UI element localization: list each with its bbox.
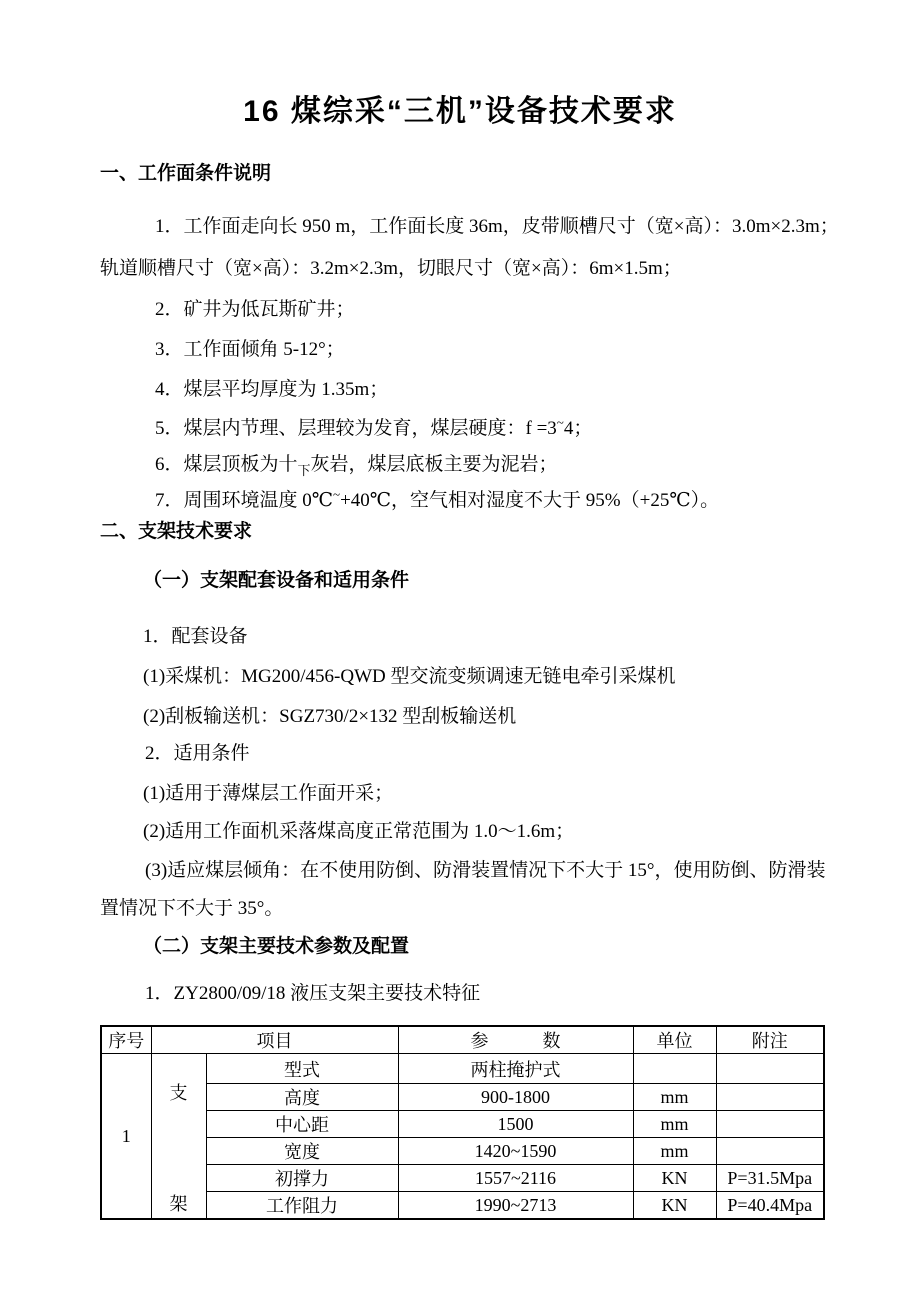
cell-item: 中心距 bbox=[206, 1111, 398, 1138]
cell-value: 900-1800 bbox=[398, 1084, 633, 1111]
table-row bbox=[101, 1138, 824, 1165]
table-caption: 1．ZY2800/09/18 液压支架主要技术特征 bbox=[145, 983, 481, 1004]
cell-unit: mm bbox=[633, 1084, 716, 1111]
cell-note bbox=[716, 1111, 824, 1138]
cell-unit bbox=[633, 1054, 716, 1084]
subsection1-heading: （一）支架配套设备和适用条件 bbox=[143, 570, 410, 591]
table-row bbox=[101, 1192, 824, 1220]
cell-unit: mm bbox=[633, 1138, 716, 1165]
item7-text-end: +40℃，空气相对湿度不大于 95%（+25℃）。 bbox=[340, 490, 720, 511]
cell-item: 型式 bbox=[206, 1054, 398, 1084]
paragraph-item1-line2: 轨道顺槽尺寸（宽×高）：3.2m×2.3m，切眼尺寸（宽×高）：6m×1.5m； bbox=[100, 258, 682, 279]
cond-heading: 2．适用条件 bbox=[145, 743, 250, 764]
item5-text-end: 4； bbox=[563, 418, 593, 439]
cell-item: 高度 bbox=[206, 1084, 398, 1111]
cell-note bbox=[716, 1084, 824, 1111]
cell-unit: mm bbox=[633, 1111, 716, 1138]
equip-item-conveyor: (2)刮板输送机：SGZ730/2×132 型刮板输送机 bbox=[143, 706, 517, 727]
paragraph-item1-line1: 1．工作面走向长 950 m，工作面长度 36m，皮带顺槽尺寸（宽×高）：3.0m×2.3m； bbox=[155, 216, 839, 237]
header-seq: 序号 bbox=[101, 1026, 151, 1054]
paragraph-item7 bbox=[100, 488, 881, 514]
header-note: 附注 bbox=[716, 1026, 824, 1054]
cond-item1: (1)适用于薄煤层工作面开采； bbox=[143, 783, 394, 804]
cell-item: 初撑力 bbox=[206, 1165, 398, 1192]
group-label-cell bbox=[151, 1054, 206, 1220]
paragraph-item5 bbox=[100, 416, 881, 442]
item7-text: 7．周围环境温度 0℃ bbox=[155, 490, 334, 511]
cell-value: 1990~2713 bbox=[398, 1192, 633, 1220]
group-label-top: 支 bbox=[169, 1083, 188, 1103]
paragraph-item4: 4．煤层平均厚度为 1.35m； bbox=[155, 379, 389, 400]
cond-item3-line2: 置情况下不大于 35°。 bbox=[100, 898, 284, 919]
paragraph-item2: 2．矿井为低瓦斯矿井； bbox=[155, 299, 355, 320]
group-label-bottom: 架 bbox=[169, 1194, 188, 1214]
group-number-cell: 1 bbox=[101, 1054, 151, 1220]
table-header-row bbox=[101, 1026, 824, 1054]
item5-text: 5．煤层内节理、层理较为发育，煤层硬度：f =3 bbox=[155, 418, 557, 439]
cell-unit: KN bbox=[633, 1192, 716, 1220]
cell-value: 1557~2116 bbox=[398, 1165, 633, 1192]
cell-value: 两柱掩护式 bbox=[398, 1054, 633, 1084]
table-row bbox=[101, 1084, 824, 1111]
cell-value: 1500 bbox=[398, 1111, 633, 1138]
cell-item: 工作阻力 bbox=[206, 1192, 398, 1220]
subsection2-heading: （二）支架主要技术参数及配置 bbox=[143, 936, 410, 957]
header-item: 项目 bbox=[151, 1026, 398, 1054]
cell-value: 1420~1590 bbox=[398, 1138, 633, 1165]
equip-item-shearer: (1)采煤机：MG200/456-QWD 型交流变频调速无链电牵引采煤机 bbox=[143, 666, 676, 687]
cell-unit: KN bbox=[633, 1165, 716, 1192]
table-row bbox=[101, 1054, 824, 1084]
item6-subscript: 下 bbox=[297, 462, 311, 478]
item6-text: 6．煤层顶板为十 bbox=[155, 454, 298, 475]
section2-heading: 二、支架技术要求 bbox=[100, 521, 253, 542]
item6-text-end: 灰岩，煤层底板主要为泥岩； bbox=[310, 454, 558, 475]
cell-note: P=31.5Mpa bbox=[716, 1165, 824, 1192]
paragraph-item3: 3．工作面倾角 5-12°； bbox=[155, 339, 345, 360]
doc-title: 16 煤综采“三机”设备技术要求 bbox=[243, 95, 677, 128]
header-param: 参 数 bbox=[398, 1026, 633, 1054]
table-row bbox=[101, 1111, 824, 1138]
section1-heading: 一、工作面条件说明 bbox=[100, 163, 272, 184]
equip-heading: 1．配套设备 bbox=[143, 626, 248, 647]
table-row bbox=[101, 1165, 824, 1192]
spec-table bbox=[100, 1025, 825, 1220]
cond-item2: (2)适用工作面机采落煤高度正常范围为 1.0～1.6m； bbox=[143, 821, 575, 842]
header-unit: 单位 bbox=[633, 1026, 716, 1054]
cond-item3-line1: (3)适应煤层倾角：在不使用防倒、防滑装置情况下不大于 15°，使用防倒、防滑装 bbox=[145, 860, 826, 881]
cell-note: P=40.4Mpa bbox=[716, 1192, 824, 1220]
cell-note bbox=[716, 1138, 824, 1165]
item5-tilde: ~ bbox=[556, 414, 564, 430]
paragraph-item6 bbox=[100, 452, 881, 478]
cell-note bbox=[716, 1054, 824, 1084]
cell-item: 宽度 bbox=[206, 1138, 398, 1165]
item7-tilde: ~ bbox=[333, 486, 341, 502]
